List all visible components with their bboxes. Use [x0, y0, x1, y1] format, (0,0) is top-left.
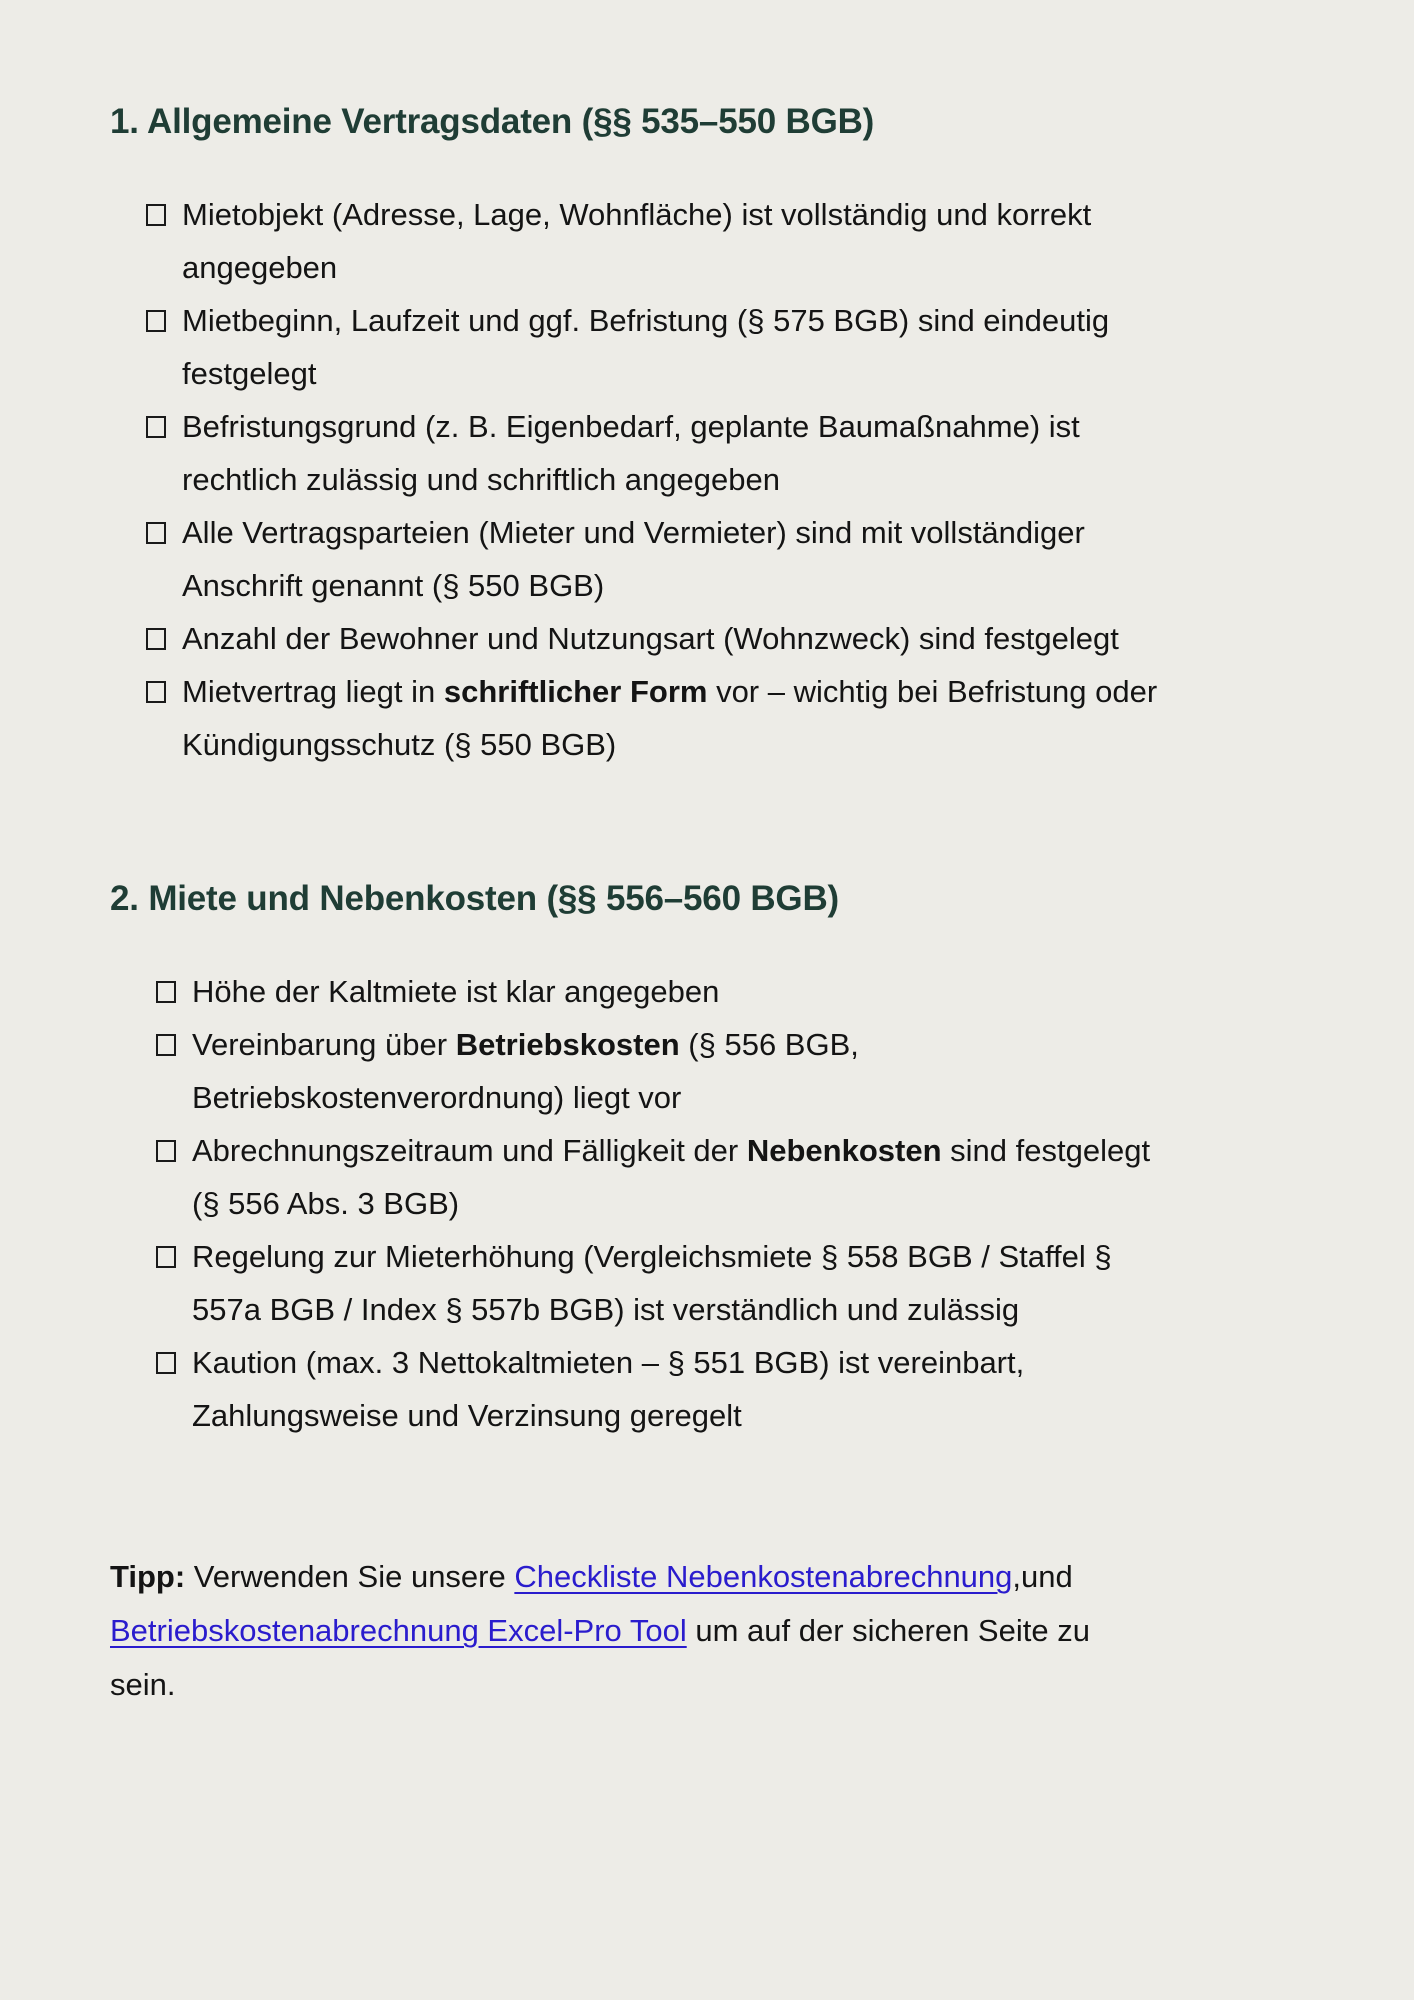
bold-text-run: Nebenkosten — [746, 1133, 942, 1168]
checkbox-icon — [156, 1034, 176, 1056]
checklist-item — [146, 400, 1236, 506]
checklist-item — [156, 1336, 1246, 1442]
checkbox-icon — [146, 522, 166, 544]
checklist-item-text — [182, 506, 1167, 612]
text-run: Alle Vertragsparteien (Mieter und Vermieter) sind mit vollständiger Anschrift genannt (§ 550 BGB) — [182, 515, 1085, 603]
checklist-item — [156, 1018, 1246, 1124]
checklist — [110, 965, 1246, 1442]
checkbox-icon — [156, 1352, 176, 1374]
checkbox-icon — [146, 416, 166, 438]
checkbox-icon — [146, 681, 166, 703]
text-run: Regelung zur Mieterhöhung (Vergleichsmiete § 558 BGB / Staffel § 557a BGB / Index § 557b BGB) ist verständlich und zulässig — [192, 1239, 1112, 1327]
text-run: Anzahl der Bewohner und Nutzungsart (Wohnzweck) sind festgelegt — [182, 621, 1119, 656]
checklist-sections — [110, 102, 1294, 1442]
checklist-item-text — [192, 1018, 1177, 1124]
checklist-section — [110, 879, 1294, 1442]
text-run: Abrechnungszeitraum und Fälligkeit der — [192, 1133, 747, 1168]
text-run: Vereinbarung über — [192, 1027, 456, 1062]
checklist-item-text — [182, 294, 1167, 400]
text-run: Befristungsgrund (z. B. Eigenbedarf, geplante Baumaßnahme) ist rechtlich zulässig und schriftlich angegeben — [182, 409, 1080, 497]
checklist-item — [156, 1124, 1246, 1230]
text-run: Mietobjekt (Adresse, Lage, Wohnfläche) ist vollständig und korrekt angegeben — [182, 197, 1092, 285]
text-run: Höhe der Kaltmiete ist klar angegeben — [192, 974, 720, 1009]
bold-text-run: Tipp: — [110, 1559, 186, 1594]
checklist-item — [156, 1230, 1246, 1336]
section-title: 2. Miete und Nebenkosten (§§ 556–560 BGB) — [110, 879, 839, 918]
checklist-item — [146, 294, 1236, 400]
checkbox-icon — [146, 628, 166, 650]
checklist-item-text — [182, 188, 1167, 294]
text-run: sind festgelegt (§ 556 Abs. 3 BGB) — [192, 1133, 1151, 1221]
betriebskostenabrechnung-excel-pro-tool-link[interactable]: Betriebskostenabrechnung Excel-Pro Tool — [110, 1613, 687, 1648]
text-run: um auf der sicheren Seite zu sein. — [110, 1613, 1090, 1702]
section-title: 1. Allgemeine Vertragsdaten (§§ 535–550 BGB) — [110, 102, 875, 141]
checklist-item — [146, 188, 1236, 294]
bold-text-run: Betriebskosten — [455, 1027, 680, 1062]
checklist-item-text — [182, 400, 1167, 506]
checklist-item-text — [192, 1124, 1177, 1230]
checklist-item-text — [192, 1336, 1177, 1442]
bold-text-run: schriftlicher Form — [443, 674, 708, 709]
checklist — [110, 188, 1236, 771]
tip-paragraph — [110, 1550, 1110, 1712]
checklist-item-text — [182, 612, 1119, 665]
checkbox-icon — [146, 204, 166, 226]
text-run: Verwenden Sie unsere — [185, 1559, 515, 1594]
checkbox-icon — [146, 310, 166, 332]
checkliste-nebenkostenabrechnung-link[interactable]: Checkliste Nebenkostenabrechnung — [514, 1559, 1013, 1594]
checklist-item-text — [182, 665, 1167, 771]
text-run: Mietbeginn, Laufzeit und ggf. Befristung (§ 575 BGB) sind eindeutig festgelegt — [182, 303, 1110, 391]
checklist-item — [146, 665, 1236, 771]
text-run: Kaution (max. 3 Nettokaltmieten – § 551 BGB) ist vereinbart, Zahlungsweise und Verzinsung geregelt — [192, 1345, 1025, 1433]
checklist-item — [146, 506, 1236, 612]
checkbox-icon — [156, 1246, 176, 1268]
text-run: ,und — [1012, 1559, 1073, 1594]
text-run: (§ 556 BGB, Betriebskostenverordnung) liegt vor — [192, 1027, 859, 1115]
checklist-item-text — [192, 965, 719, 1018]
checklist-item — [156, 965, 1246, 1018]
checkbox-icon — [156, 981, 176, 1003]
checklist-section — [110, 102, 1294, 771]
checkbox-icon — [156, 1140, 176, 1162]
text-run: Mietvertrag liegt in — [182, 674, 444, 709]
text-run: vor – wichtig bei Befristung oder Kündigungsschutz (§ 550 BGB) — [182, 674, 1158, 762]
checklist-item — [146, 612, 1236, 665]
checklist-item-text — [192, 1230, 1177, 1336]
